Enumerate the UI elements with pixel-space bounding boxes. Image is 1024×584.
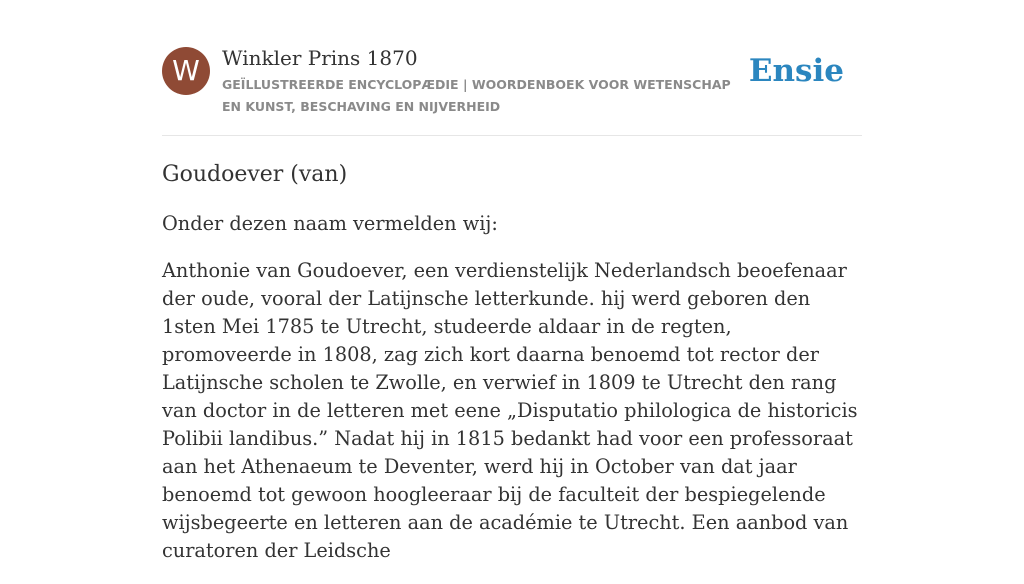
entry-paragraph-intro: Onder dezen naam vermelden wij:: [162, 212, 498, 235]
source-avatar[interactable]: W: [162, 47, 210, 95]
brand-logo[interactable]: Ensie: [748, 53, 844, 89]
source-subtitle: GEÏLLUSTREERDE ENCYCLOPÆDIE | WOORDENBOEK VOOR WETENSCHAP EN KUNST, BESCHAVING EN NIJVERHEID: [222, 77, 731, 114]
entry-content: [162, 210, 862, 584]
entry-title: Goudoever (van): [162, 162, 348, 187]
source-header: [162, 46, 862, 136]
source-title[interactable]: Winkler Prins 1870: [222, 46, 418, 70]
header-divider: [162, 135, 862, 136]
entry-paragraph-body: Anthonie van Goudoever, een verdienstelijk Nederlandsch beoefenaar der oude, vooral der Latijnsche letterkunde. hij werd geboren den 1sten Mei 1785 te Utrecht, studeerde aldaar in de regten, promoveerde in 1808, zag zich kort daarna benoemd tot rector der Latijnsche scholen te Zwolle, en verwief in 1809 te Utrecht den rang van doctor in de letteren met eene „Disputatio philologica de historicis Polibii landibus.” Nadat hij in 1815 bedankt had voor een professoraat aan het Athenaeum te Deventer, werd hij in October van dat jaar benoemd tot gewoon hoogleeraar bij de faculteit der bespiegelende wijsbegeerte en letteren aan de académie te Utrecht. Een aanbod van curatoren der Leidsche: [162, 259, 858, 562]
